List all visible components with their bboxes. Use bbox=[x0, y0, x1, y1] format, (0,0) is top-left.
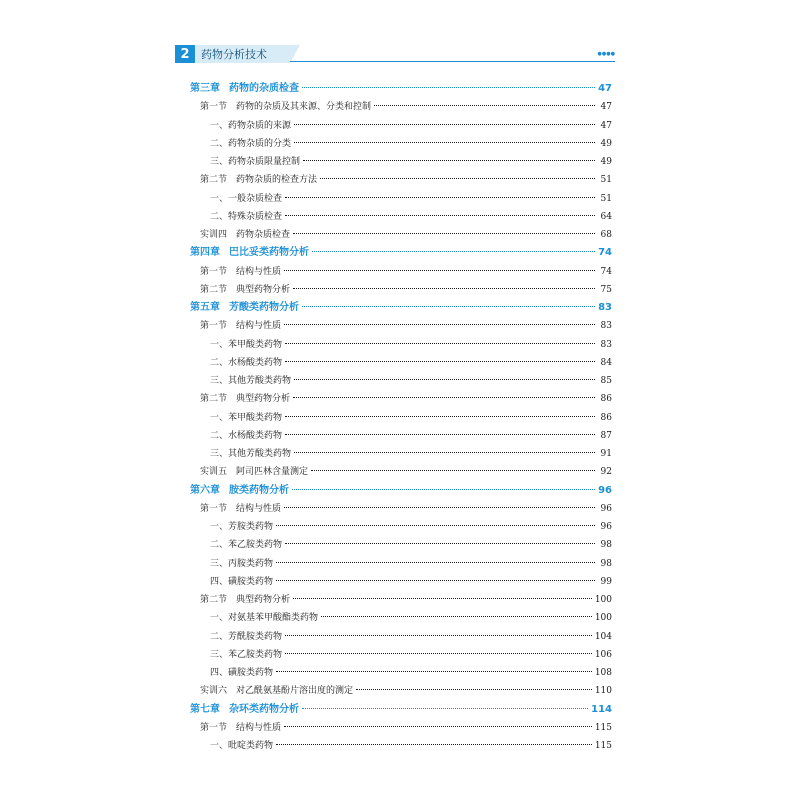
toc-entry-title bbox=[210, 153, 300, 171]
toc-entry-text: 三、其他芳酸类药物 bbox=[210, 449, 292, 459]
toc-leader-dots bbox=[302, 305, 595, 307]
running-header bbox=[175, 45, 615, 63]
toc-entry-text: 杂环类药物分析 bbox=[229, 703, 299, 715]
toc-leader-dots bbox=[374, 104, 595, 106]
toc-entry-text: 二、苯乙胺类药物 bbox=[210, 540, 283, 551]
toc-leader-dots bbox=[294, 451, 595, 453]
toc-section-row[interactable] bbox=[190, 719, 612, 737]
toc-leader-dots bbox=[285, 634, 592, 636]
book-title: 药物分析技术 bbox=[195, 45, 290, 63]
toc-item-row[interactable] bbox=[190, 409, 612, 427]
toc-entry-title bbox=[200, 171, 317, 189]
toc-entry-text: 二、水杨酸类药物 bbox=[210, 357, 283, 368]
toc-leader-dots bbox=[294, 378, 595, 380]
toc-entry-text: 二、药物杂质的分类 bbox=[210, 138, 292, 149]
toc-entry-text: 二、水杨酸类药物 bbox=[210, 430, 283, 441]
toc-entry-title bbox=[210, 628, 282, 646]
toc-entry-text: 三、其他芳酸类药物 bbox=[210, 376, 292, 386]
toc-entry-number: 第一节 bbox=[200, 321, 228, 332]
toc-page-number: 49 bbox=[600, 157, 612, 167]
toc-page-number: 92 bbox=[600, 467, 612, 478]
toc-section-row[interactable] bbox=[190, 317, 612, 335]
toc-entry-number: 第五章 bbox=[190, 302, 220, 313]
toc-entry-title bbox=[200, 591, 290, 609]
toc-page-number: 104 bbox=[594, 631, 612, 642]
toc-leader-dots bbox=[293, 232, 595, 234]
toc-entry-number: 第六章 bbox=[190, 484, 220, 496]
toc-entry-text: 巴比妥类药物分析 bbox=[229, 247, 309, 259]
toc-item-row[interactable] bbox=[190, 190, 612, 208]
toc-leader-dots bbox=[276, 670, 592, 672]
toc-entry-title bbox=[200, 226, 290, 244]
toc-entry-text: 四、磺胺类药物 bbox=[210, 576, 274, 587]
toc-entry-title bbox=[190, 299, 299, 317]
toc-leader-dots bbox=[284, 269, 595, 271]
header-rule bbox=[290, 61, 615, 62]
toc-page-number: 75 bbox=[600, 284, 612, 295]
toc-entry-text: 一、对氨基苯甲酸酯类药物 bbox=[210, 613, 319, 624]
toc-leader-dots bbox=[276, 561, 595, 563]
toc-entry-text: 结构与性质 bbox=[236, 722, 282, 733]
toc-leader-dots bbox=[356, 688, 592, 690]
toc-entry-title bbox=[210, 609, 318, 627]
toc-training-row[interactable] bbox=[190, 226, 612, 244]
toc-entry-number: 第二节 bbox=[200, 284, 228, 295]
toc-leader-dots bbox=[312, 250, 595, 252]
toc-entry-text: 药物杂质的检查方法 bbox=[236, 175, 318, 186]
toc-page-number: 100 bbox=[594, 595, 612, 605]
toc-page-number: 68 bbox=[600, 230, 612, 240]
toc-item-row[interactable] bbox=[190, 555, 612, 573]
toc-page-number: 108 bbox=[594, 668, 612, 678]
toc-page-number: 74 bbox=[600, 266, 612, 277]
toc-entry-text: 二、特殊杂质检查 bbox=[210, 211, 283, 222]
toc-page-number: 114 bbox=[591, 703, 612, 715]
toc-entry-text: 阿司匹林含量测定 bbox=[236, 467, 309, 478]
toc-entry-text: 芳酸类药物分析 bbox=[229, 302, 299, 313]
toc-leader-dots bbox=[284, 725, 592, 727]
toc-entry-title bbox=[200, 719, 281, 737]
toc-page-number: 47 bbox=[598, 83, 612, 94]
toc-item-row[interactable] bbox=[190, 354, 612, 372]
toc-item-row[interactable] bbox=[190, 518, 612, 536]
toc-item-row[interactable] bbox=[190, 208, 612, 226]
toc-leader-dots bbox=[293, 396, 595, 398]
toc-page-number: 86 bbox=[600, 394, 612, 405]
toc-entry-title bbox=[210, 409, 282, 427]
toc-page-number: 96 bbox=[600, 503, 612, 514]
toc-entry-title bbox=[210, 737, 273, 755]
toc-page-number: 47 bbox=[600, 102, 612, 113]
toc-item-row[interactable] bbox=[190, 646, 612, 664]
toc-training-row[interactable] bbox=[190, 682, 612, 700]
toc-entry-title bbox=[210, 354, 282, 372]
toc-entry-number: 第一节 bbox=[200, 503, 228, 514]
toc-page-number: 83 bbox=[600, 339, 612, 350]
toc-page-number: 98 bbox=[600, 558, 612, 569]
toc-chapter-row[interactable] bbox=[190, 701, 612, 719]
toc-item-row[interactable] bbox=[190, 427, 612, 445]
toc-chapter-row[interactable] bbox=[190, 482, 612, 500]
toc-entry-number: 第一节 bbox=[200, 722, 228, 733]
toc-page-number: 115 bbox=[594, 722, 612, 733]
toc-entry-title bbox=[190, 482, 289, 500]
toc-item-row[interactable] bbox=[190, 573, 612, 591]
toc-page-number: 86 bbox=[600, 412, 612, 423]
toc-entry-text: 三、丙胺类药物 bbox=[210, 558, 274, 569]
toc-page-number: 83 bbox=[600, 321, 612, 332]
toc-entry-number: 实训五 bbox=[200, 467, 228, 478]
toc-entry-text: 一、药物杂质的来源 bbox=[210, 120, 292, 131]
toc-entry-number: 第二节 bbox=[200, 175, 228, 186]
toc-leader-dots bbox=[285, 652, 592, 654]
toc-entry-text: 药物的杂质及其来源、分类和控制 bbox=[236, 102, 372, 113]
toc-section-row[interactable] bbox=[190, 281, 612, 299]
toc-section-row[interactable] bbox=[190, 390, 612, 408]
toc-section-row[interactable] bbox=[190, 500, 612, 518]
toc-entry-title bbox=[210, 573, 273, 591]
table-of-contents bbox=[190, 80, 612, 755]
toc-entry-title bbox=[210, 445, 291, 463]
toc-leader-dots bbox=[320, 177, 595, 179]
toc-page-number: 85 bbox=[600, 376, 612, 386]
toc-entry-number: 第一节 bbox=[200, 102, 228, 113]
toc-entry-title bbox=[210, 518, 273, 536]
toc-leader-dots bbox=[276, 524, 595, 526]
toc-item-row[interactable] bbox=[190, 737, 612, 755]
toc-entry-text: 结构与性质 bbox=[236, 266, 282, 277]
toc-entry-title bbox=[200, 263, 281, 281]
toc-leader-dots bbox=[294, 123, 595, 125]
toc-leader-dots bbox=[294, 141, 595, 143]
toc-leader-dots bbox=[285, 196, 595, 198]
toc-page-number: 110 bbox=[594, 686, 612, 697]
toc-item-row[interactable] bbox=[190, 609, 612, 627]
toc-entry-number: 第四章 bbox=[190, 247, 220, 259]
toc-entry-title bbox=[210, 664, 273, 682]
toc-leader-dots bbox=[285, 542, 595, 544]
toc-entry-title bbox=[200, 390, 290, 408]
toc-page-number: 106 bbox=[594, 649, 612, 660]
toc-page-number: 49 bbox=[600, 138, 612, 149]
toc-entry-number: 实训六 bbox=[200, 686, 228, 697]
toc-entry-title bbox=[210, 427, 282, 445]
toc-entry-title bbox=[210, 536, 282, 554]
toc-entry-number: 第一节 bbox=[200, 266, 228, 277]
toc-entry-title bbox=[210, 372, 291, 390]
toc-entry-title bbox=[200, 98, 371, 116]
toc-entry-number: 第七章 bbox=[190, 703, 220, 715]
toc-entry-number: 第二节 bbox=[200, 595, 228, 605]
toc-page-number: 64 bbox=[600, 211, 612, 222]
toc-leader-dots bbox=[293, 287, 595, 289]
toc-entry-text: 一、苯甲酸类药物 bbox=[210, 412, 283, 423]
toc-section-row[interactable] bbox=[190, 171, 612, 189]
toc-page-number: 84 bbox=[600, 357, 612, 368]
toc-entry-text: 结构与性质 bbox=[236, 503, 282, 514]
toc-entry-number: 第三章 bbox=[190, 83, 220, 94]
toc-item-row[interactable] bbox=[190, 372, 612, 390]
toc-entry-text: 一、吡啶类药物 bbox=[210, 741, 274, 751]
toc-page-number: 87 bbox=[600, 430, 612, 441]
toc-leader-dots bbox=[285, 415, 595, 417]
toc-page-number: 96 bbox=[600, 522, 612, 532]
toc-leader-dots bbox=[293, 597, 592, 599]
toc-item-row[interactable] bbox=[190, 135, 612, 153]
toc-entry-title bbox=[190, 701, 299, 719]
toc-entry-title bbox=[200, 463, 308, 481]
toc-entry-title bbox=[210, 336, 282, 354]
toc-entry-title bbox=[210, 117, 291, 135]
toc-entry-text: 四、磺胺类药物 bbox=[210, 668, 274, 678]
toc-entry-text: 三、苯乙胺类药物 bbox=[210, 649, 283, 660]
toc-leader-dots bbox=[321, 615, 592, 617]
toc-entry-title bbox=[200, 682, 353, 700]
toc-entry-text: 二、芳酰胺类药物 bbox=[210, 631, 283, 642]
header-ornament: ●●●● bbox=[597, 51, 615, 57]
toc-entry-title bbox=[190, 244, 309, 262]
toc-item-row[interactable] bbox=[190, 628, 612, 646]
toc-entry-title bbox=[200, 500, 281, 518]
toc-entry-title bbox=[210, 190, 282, 208]
toc-entry-number: 第二节 bbox=[200, 394, 228, 405]
toc-leader-dots bbox=[276, 743, 592, 745]
toc-section-row[interactable] bbox=[190, 98, 612, 116]
toc-page-number: 99 bbox=[600, 576, 612, 587]
toc-entry-title bbox=[190, 80, 299, 98]
toc-page-number: 47 bbox=[600, 120, 612, 131]
toc-page-number: 74 bbox=[598, 247, 612, 259]
toc-entry-title bbox=[210, 555, 273, 573]
toc-leader-dots bbox=[302, 707, 588, 709]
toc-page-number: 115 bbox=[594, 741, 612, 751]
toc-page-number: 96 bbox=[598, 484, 612, 496]
toc-leader-dots bbox=[285, 360, 595, 362]
toc-entry-title bbox=[210, 135, 291, 153]
toc-section-row[interactable] bbox=[190, 263, 612, 281]
toc-entry-text: 药物杂质检查 bbox=[236, 230, 291, 240]
toc-item-row[interactable] bbox=[190, 445, 612, 463]
toc-page-number: 51 bbox=[600, 193, 612, 204]
toc-entry-text: 三、药物杂质限量控制 bbox=[210, 157, 301, 167]
toc-entry-text: 一、一般杂质检查 bbox=[210, 193, 283, 204]
toc-item-row[interactable] bbox=[190, 336, 612, 354]
toc-entry-number: 实训四 bbox=[200, 230, 228, 240]
toc-entry-title bbox=[200, 281, 290, 299]
toc-page-number: 83 bbox=[598, 302, 612, 313]
toc-leader-dots bbox=[285, 214, 595, 216]
toc-leader-dots bbox=[276, 579, 595, 581]
toc-entry-title bbox=[200, 317, 281, 335]
toc-entry-text: 一、芳胺类药物 bbox=[210, 522, 274, 532]
toc-page-number: 98 bbox=[600, 540, 612, 551]
toc-entry-title bbox=[210, 646, 282, 664]
toc-entry-text: 典型药物分析 bbox=[236, 595, 291, 605]
toc-entry-title bbox=[210, 208, 282, 226]
toc-chapter-row[interactable] bbox=[190, 244, 612, 262]
toc-leader-dots bbox=[284, 323, 595, 325]
toc-item-row[interactable] bbox=[190, 536, 612, 554]
toc-leader-dots bbox=[285, 433, 595, 435]
toc-entry-text: 药物的杂质检查 bbox=[229, 83, 299, 94]
toc-section-row[interactable] bbox=[190, 591, 612, 609]
toc-leader-dots bbox=[292, 488, 595, 490]
toc-leader-dots bbox=[311, 469, 595, 471]
toc-leader-dots bbox=[285, 342, 595, 344]
toc-chapter-row[interactable] bbox=[190, 299, 612, 317]
toc-entry-text: 一、苯甲酸类药物 bbox=[210, 339, 283, 350]
toc-training-row[interactable] bbox=[190, 463, 612, 481]
toc-entry-text: 结构与性质 bbox=[236, 321, 282, 332]
toc-leader-dots bbox=[284, 506, 595, 508]
toc-entry-text: 胺类药物分析 bbox=[229, 484, 289, 496]
toc-chapter-row[interactable] bbox=[190, 80, 612, 98]
toc-page-number: 51 bbox=[600, 175, 612, 186]
toc-item-row[interactable] bbox=[190, 117, 612, 135]
toc-page-number: 100 bbox=[594, 613, 612, 624]
toc-entry-text: 典型药物分析 bbox=[236, 284, 291, 295]
toc-leader-dots bbox=[303, 159, 595, 161]
toc-item-row[interactable] bbox=[190, 664, 612, 682]
toc-leader-dots bbox=[302, 86, 595, 88]
toc-entry-text: 对乙酰氨基酚片溶出度的测定 bbox=[236, 686, 354, 697]
toc-entry-text: 典型药物分析 bbox=[236, 394, 291, 405]
toc-page-number: 91 bbox=[600, 449, 612, 459]
page-number: 2 bbox=[175, 45, 195, 63]
toc-item-row[interactable] bbox=[190, 153, 612, 171]
